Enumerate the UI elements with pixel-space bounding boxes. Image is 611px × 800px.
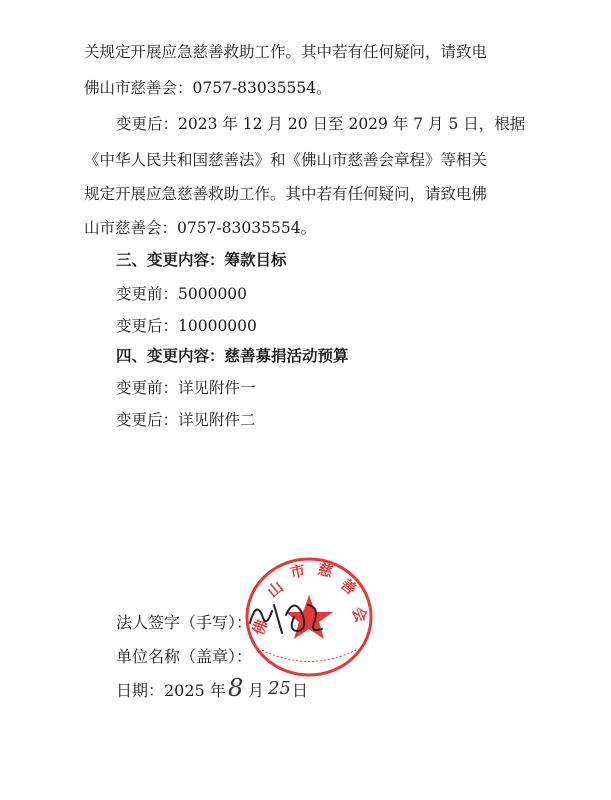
handwritten-day-text: 25: [268, 678, 291, 699]
section-4-after: 变更后：详见附件二: [116, 411, 256, 429]
svg-text:山: 山: [263, 577, 287, 602]
section-3-heading: 三、变更内容：筹款目标: [116, 250, 287, 269]
svg-text:市: 市: [288, 561, 307, 583]
section-3-after: 变更后：10000000: [116, 317, 257, 335]
paragraph-2-line-3: 规定开展应急慈善救助工作。其中若有任何疑问，请致电佛: [84, 185, 488, 203]
svg-text:会: 会: [348, 604, 371, 625]
paragraph-1-line-2: 佛山市慈善会：0757-83035554。: [84, 79, 332, 97]
date-day-label: 日: [292, 681, 309, 700]
svg-text:佛: 佛: [249, 617, 272, 638]
legal-rep-label: 法人签字（手写）：: [116, 613, 253, 632]
unit-name-label: 单位名称（盖章）：: [116, 647, 253, 666]
paragraph-1-line-1: 关规定开展应急慈善救助工作。其中若有任何疑问，请致电: [84, 43, 488, 61]
handwritten-month-text: 8: [228, 674, 244, 702]
paragraph-2-line-1: 变更后：2023 年 12 月 20 日至 2029 年 7 月 5 日，根据: [116, 115, 526, 133]
paragraph-2-line-2: 《中华人民共和国慈善法》和《佛山市慈善会章程》等相关: [84, 151, 488, 169]
date-line: [116, 680, 226, 702]
svg-text:慈: 慈: [315, 559, 335, 581]
section-4-before: 变更前：详见附件一: [116, 379, 256, 397]
section-4-heading: 四、变更内容：慈善募捐活动预算: [116, 346, 349, 365]
date-month-label: 月: [248, 681, 265, 700]
svg-text:善: 善: [336, 575, 361, 599]
date-prefix: 日期：2025 年: [116, 681, 226, 700]
handwritten-signature: [242, 585, 332, 645]
section-3-before: 变更前：5000000: [116, 285, 248, 303]
paragraph-2-line-4: 山市慈善会：0757-83035554。: [84, 219, 317, 237]
